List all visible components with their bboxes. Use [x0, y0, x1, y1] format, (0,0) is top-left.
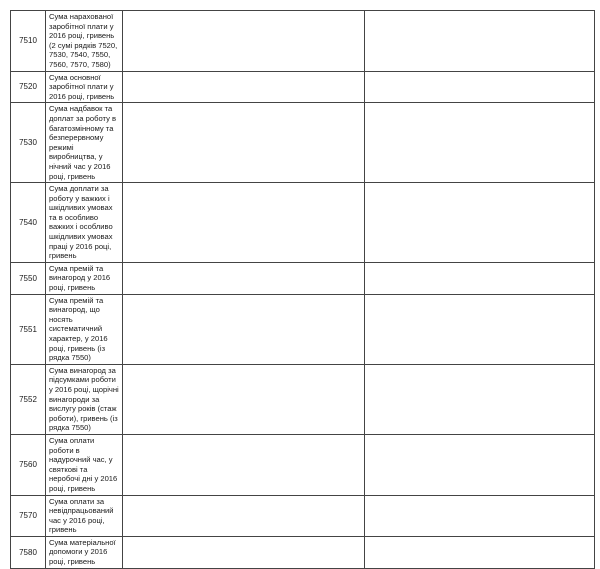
row-label: Сума оплати за невідпрацьований час у 2016 році, гривень	[46, 495, 123, 536]
value-cell-2[interactable]	[365, 536, 595, 568]
value-cell-2[interactable]	[365, 434, 595, 495]
row-code: 7551	[11, 294, 46, 364]
row-label: Сума матеріальної допомоги у 2016 році, гривень	[46, 536, 123, 568]
table-row	[11, 495, 595, 536]
row-code: 7570	[11, 495, 46, 536]
row-code: 7530	[11, 103, 46, 183]
value-cell-2[interactable]	[365, 262, 595, 294]
table-row	[11, 71, 595, 103]
row-label: Сума нарахованої заробітної плати у 2016 році, гривень (2 сумі рядків 7520, 7530, 7540, 7550, 7560, 7570, 7580)	[46, 11, 123, 72]
row-code: 7580	[11, 536, 46, 568]
row-code: 7552	[11, 364, 46, 434]
row-code: 7560	[11, 434, 46, 495]
value-cell-1[interactable]	[123, 495, 365, 536]
value-cell-1[interactable]	[123, 103, 365, 183]
value-cell-1[interactable]	[123, 11, 365, 72]
row-label: Сума винагород за підсумками роботи у 2016 році, щорічні винагороди за вислугу років (стаж роботи), гривень (із рядка 7550)	[46, 364, 123, 434]
value-cell-1[interactable]	[123, 71, 365, 103]
value-cell-1[interactable]	[123, 294, 365, 364]
salary-form-table	[10, 10, 595, 569]
row-code: 7520	[11, 71, 46, 103]
row-code: 7550	[11, 262, 46, 294]
value-cell-1[interactable]	[123, 364, 365, 434]
table-row	[11, 103, 595, 183]
table-row	[11, 262, 595, 294]
table-row	[11, 434, 595, 495]
row-label: Сума основної заробітної плати у 2016 році, гривень	[46, 71, 123, 103]
form-table-body	[11, 11, 595, 569]
table-row	[11, 294, 595, 364]
row-label: Сума оплати роботи в надурочний час, у святкові та неробочі дні у 2016 році, гривень	[46, 434, 123, 495]
row-label: Сума премій та винагород у 2016 році, гривень	[46, 262, 123, 294]
value-cell-2[interactable]	[365, 71, 595, 103]
value-cell-1[interactable]	[123, 536, 365, 568]
value-cell-1[interactable]	[123, 434, 365, 495]
table-row	[11, 11, 595, 72]
value-cell-2[interactable]	[365, 364, 595, 434]
table-row	[11, 183, 595, 263]
table-row	[11, 364, 595, 434]
value-cell-2[interactable]	[365, 11, 595, 72]
row-label: Сума премій та винагород, що носять систематичний характер, у 2016 році, гривень (із рядка 7550)	[46, 294, 123, 364]
row-code: 7540	[11, 183, 46, 263]
row-label: Сума надбавок та доплат за роботу в багатозмінному та безперервному режимі виробництва, у нічний час у 2016 році, гривень	[46, 103, 123, 183]
table-row	[11, 536, 595, 568]
value-cell-2[interactable]	[365, 183, 595, 263]
value-cell-2[interactable]	[365, 294, 595, 364]
value-cell-2[interactable]	[365, 495, 595, 536]
value-cell-2[interactable]	[365, 103, 595, 183]
value-cell-1[interactable]	[123, 183, 365, 263]
row-code: 7510	[11, 11, 46, 72]
value-cell-1[interactable]	[123, 262, 365, 294]
row-label: Сума доплати за роботу у важких і шкідливих умовах та в особливо важких і особливо шкідливих умовах праці у 2016 році, гривень	[46, 183, 123, 263]
